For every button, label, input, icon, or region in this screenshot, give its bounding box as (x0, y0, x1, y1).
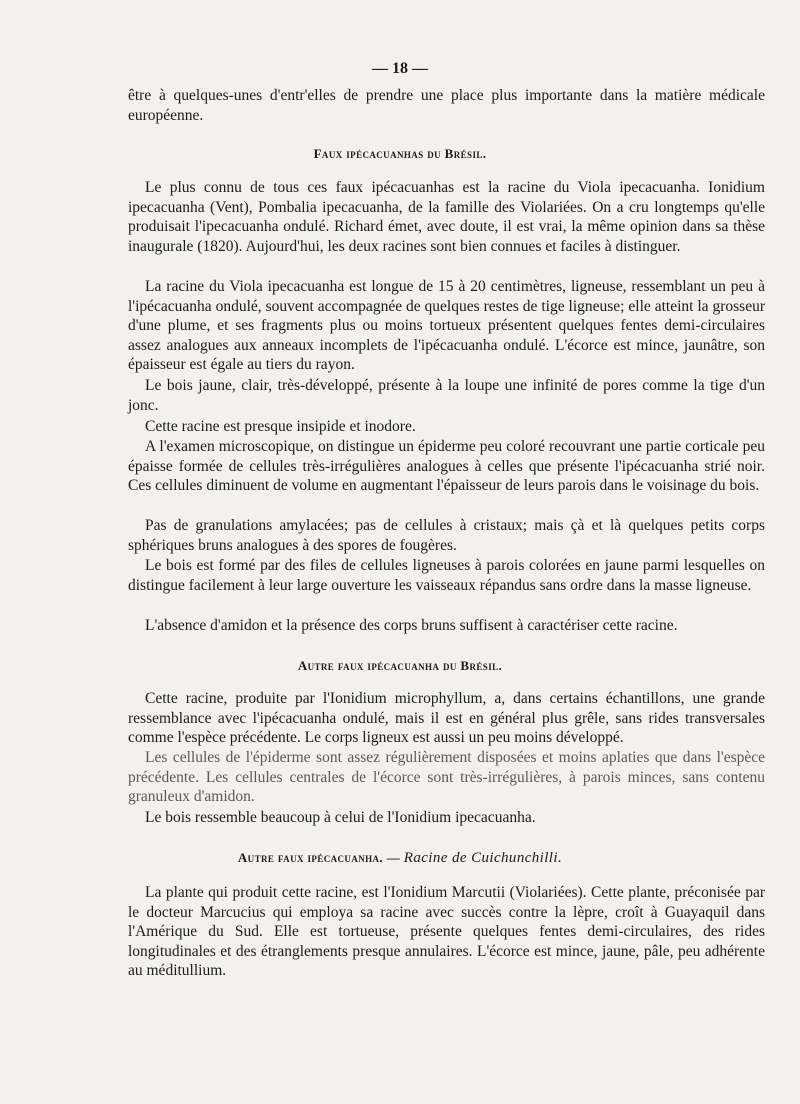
paragraph: La plante qui produit cette racine, est l'Ionidium Marcutii (Violariées). Cette plante, préconisée par le docteur Marcucius qui employa sa racine avec succès contre la lèpre, croît à Guayaquil dans l'Amérique du Sud. Elle est tortueuse, présente quelques fentes demi-circulaires, des rides longitudinales et des étranglements presque annulaires. L'écorce est mince, jaune, pâle, peu adhérente au méditullium. (128, 884, 765, 980)
paragraph: La racine du Viola ipecacuanha est longue de 15 à 20 centimètres, ligneuse, ressemblant un peu à l'ipécacuanha ondulé, souvent accompagnée de quelques restes de tige ligneuse; elle atteint la grosseur d'une plume, et ses fragments plus ou moins tortueux présentent quelques fentes demi-circulaires assez analogues aux anneaux incomplets de l'ipécacuanha ondulé. L'écorce est mince, jaunâtre, son épaisseur est égale au tiers du rayon. (128, 278, 765, 374)
paragraph: Le bois jaune, clair, très-développé, présente à la loupe une infinité de pores comme la tige d'un jonc. (128, 377, 765, 414)
section-heading-1: Faux ipécacuanhas du Brésil. (313, 146, 487, 161)
paragraph: L'absence d'amidon et la présence des corps bruns suffisent à caractériser cette racine. (145, 617, 678, 634)
section-heading-3 (0, 850, 800, 867)
paragraph: Cette racine est presque insipide et inodore. (145, 418, 416, 435)
paragraph: Les cellules de l'épiderme sont assez régulièrement disposées et moins aplaties que dans l'espèce précédente. Les cellules centrales de l'écorce sont très-irrégulières, à parois minces, sans contenu granuleux d'amidon. (128, 749, 765, 806)
heading-3-prefix: Autre faux ipécacuanha. — (237, 850, 401, 865)
paragraph: A l'examen microscopique, on distingue un épiderme peu coloré recouvrant une partie corticale peu épaisse formée de cellules très-irrégulières analogues à celles que présente l'ipécacuanha strié noir. Ces cellules diminuent de volume en augmentant l'épaisseur de leurs parois dans le voisinage du bois. (128, 438, 765, 495)
paragraph: Cette racine, produite par l'Ionidium microphyllum, a, dans certains échantillons, une grande ressemblance avec l'ipécacuanha ondulé, mais il est en général plus grêle, sans rides transversales comme l'espèce précédente. Le corps ligneux est aussi un peu moins développé. (128, 690, 765, 747)
page-number: — 18 — (372, 60, 428, 77)
heading-3-title: Racine de Cuichunchilli. (403, 850, 563, 866)
paragraph: Le plus connu de tous ces faux ipécacuanhas est la racine du Viola ipecacuanha. Ionidium ipecacuanha (Vent), Pombalia ipecacuanha, de la famille des Violariées. On a cru longtemps qu'elle produisait l'ipecacuanha ondulé. Richard émet, avec doute, il est vrai, la même opinion dans sa thèse inaugurale (1820). Aujourd'hui, les deux racines sont bien connues et faciles à distinguer. (128, 179, 765, 255)
paragraph: Pas de granulations amylacées; pas de cellules à cristaux; mais çà et là quelques petits corps sphériques bruns analogues à des spores de fougères. (128, 517, 765, 554)
paragraph: Le bois ressemble beaucoup à celui de l'Ionidium ipecacuanha. (145, 809, 536, 826)
intro-paragraph: être à quelques-unes d'entr'elles de prendre une place plus importante dans la matière médicale européenne. (128, 87, 765, 124)
paragraph: Le bois est formé par des files de cellules ligneuses à parois colorées en jaune parmi lesquelles on distingue facilement à leur large ouverture les vaisseaux répandus sans ordre dans la masse ligneuse. (128, 557, 765, 594)
section-heading-2: Autre faux ipécacuanha du Brésil. (297, 658, 503, 673)
